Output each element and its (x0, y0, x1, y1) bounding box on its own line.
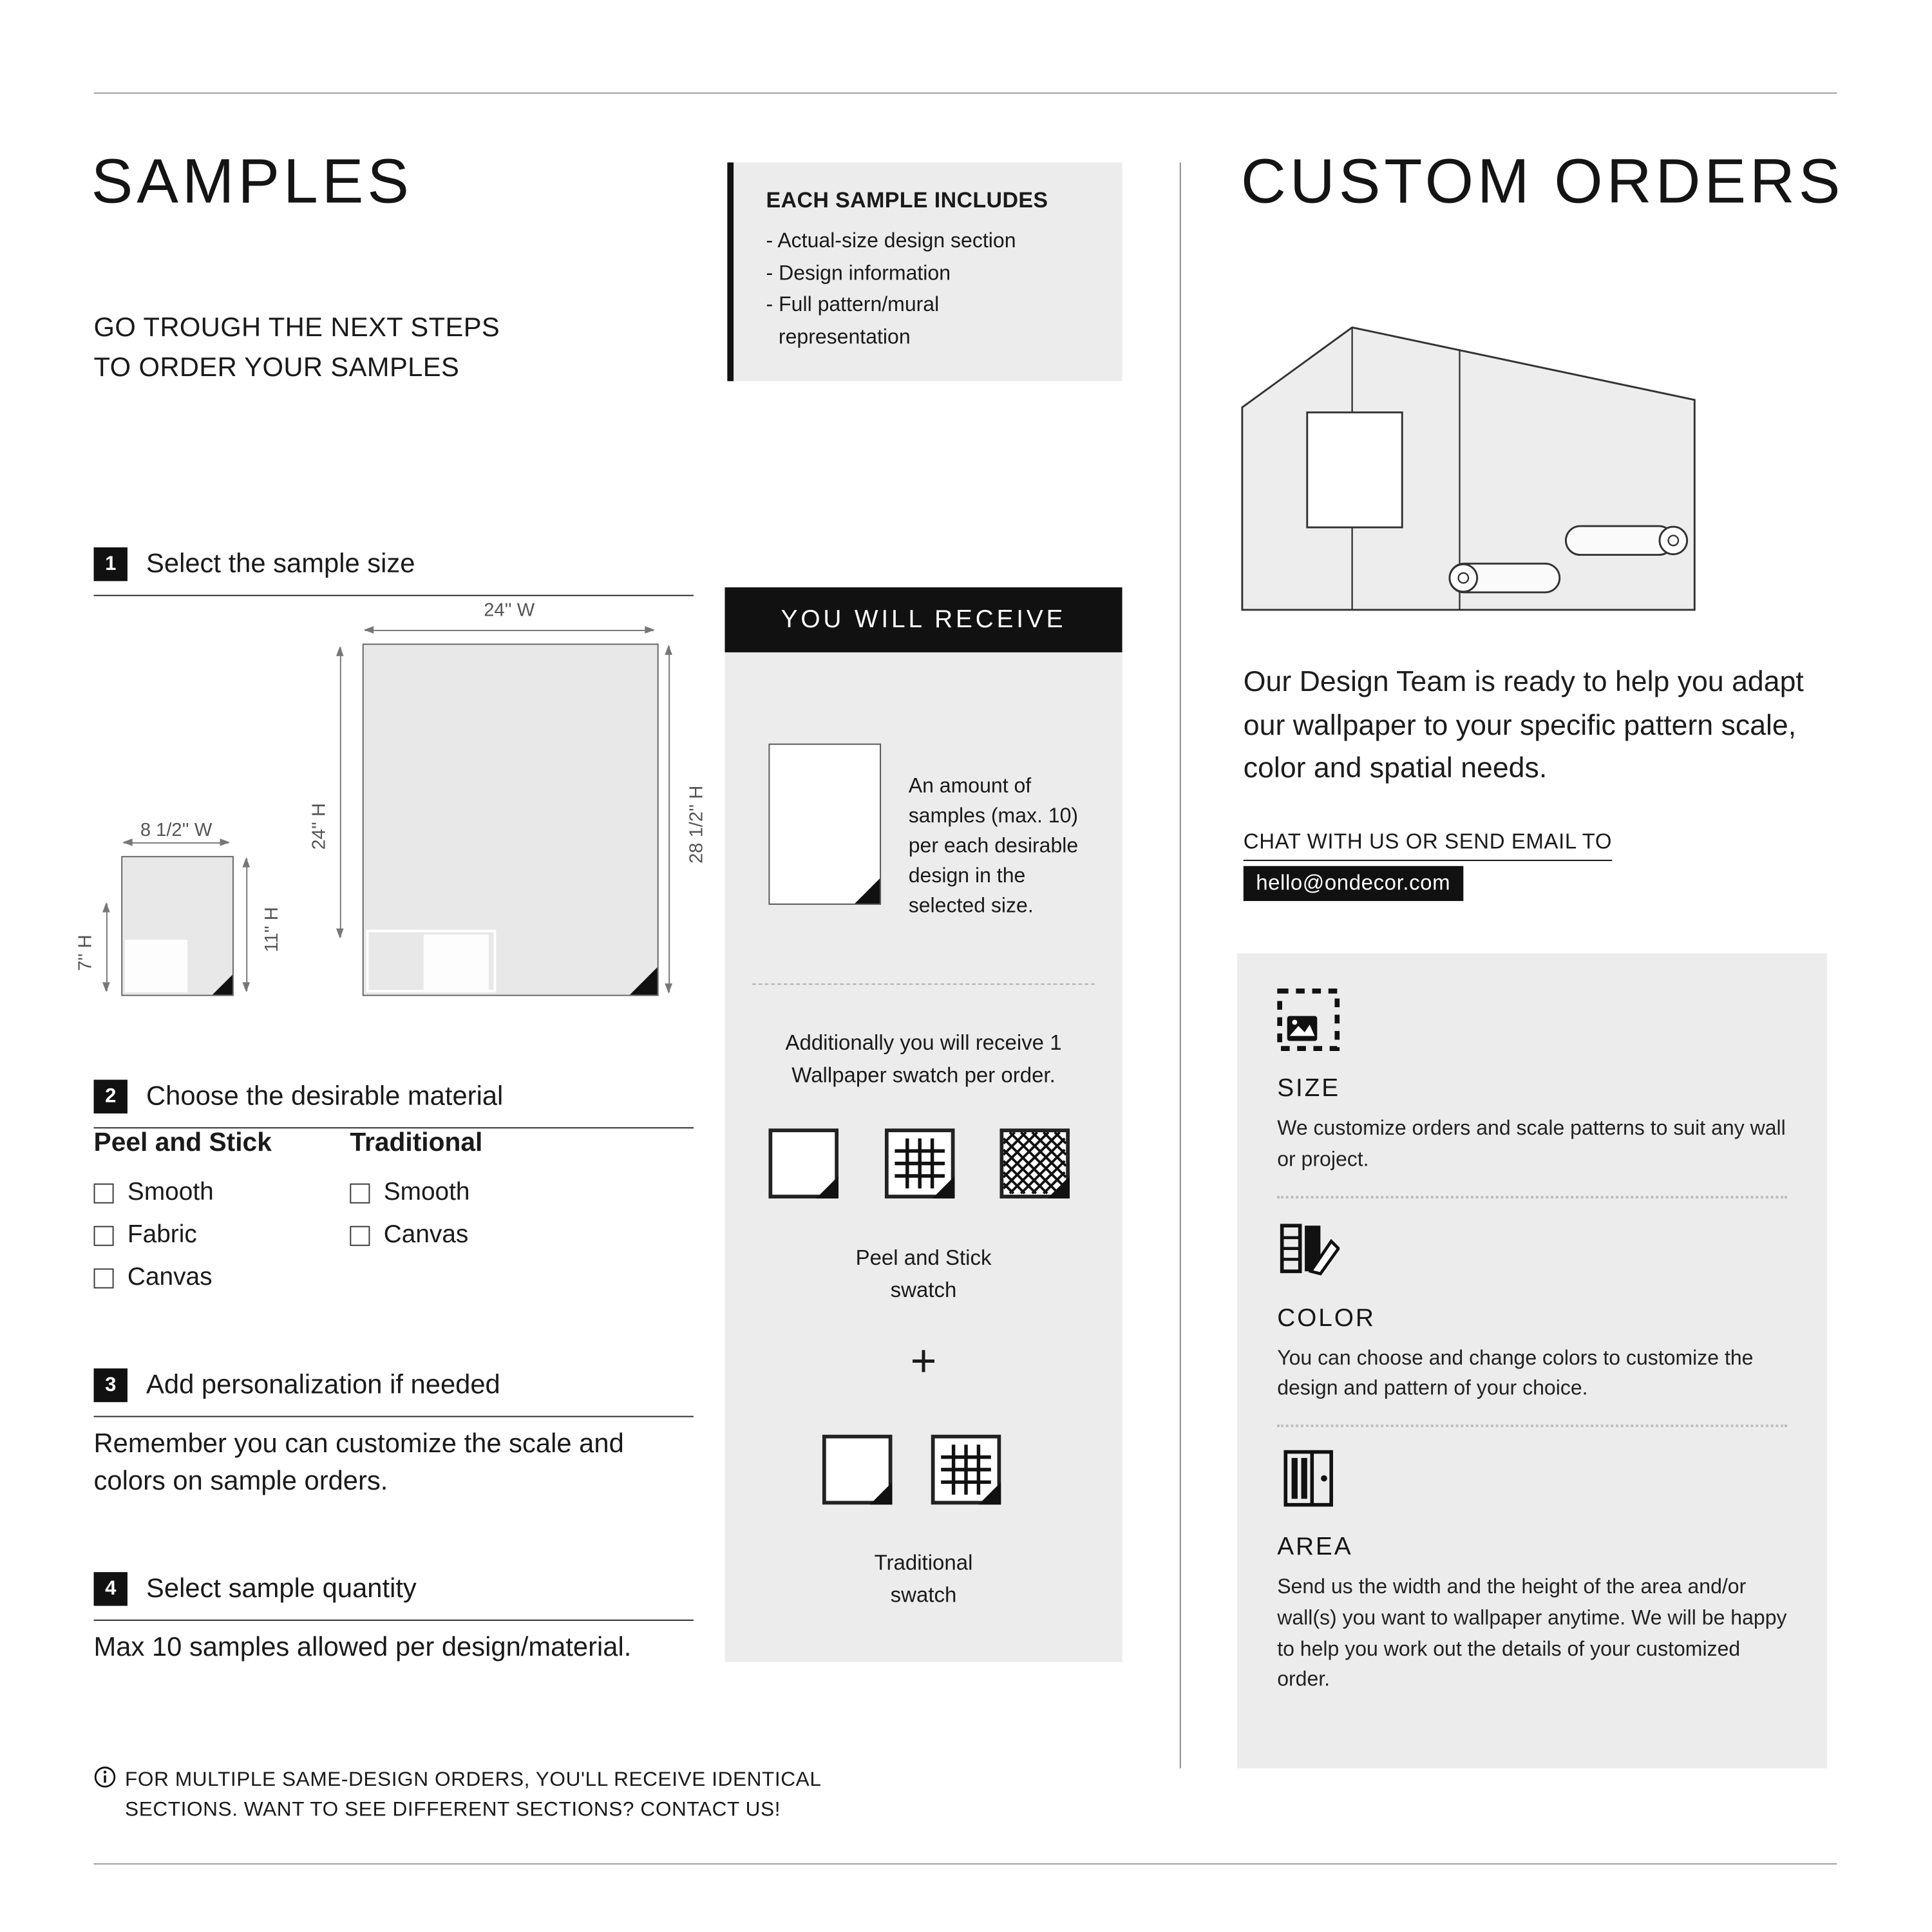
feature-size-text: We customize orders and scale patterns to suit any wall or project. (1277, 1117, 1786, 1171)
material-option-label: Smooth (383, 1178, 470, 1206)
footnote-text: FOR MULTIPLE SAME-DESIGN ORDERS, YOU'LL RECEIVE IDENTICAL SECTIONS. WANT TO SEE DIFFERENT SECTIONS? CONTACT US! (125, 1768, 821, 1822)
feature-area-text: Send us the width and the height of the area and/or wall(s) you want to wallpaper anytime. We will be happy to help you work out the details of your customized order. (1277, 1575, 1787, 1691)
email-badge[interactable]: hello@ondecor.com (1244, 866, 1463, 901)
feature-color (1277, 1218, 1787, 1405)
feature-color-title: COLOR (1277, 1303, 1376, 1332)
feature-color-text: You can choose and change colors to customize the design and pattern of your choice. (1277, 1346, 1754, 1400)
step-4-description: Max 10 samples allowed per design/material. (93, 1632, 632, 1662)
intro-line-1: GO TROUGH THE NEXT STEPS (93, 312, 500, 343)
material-option-canvas (350, 1221, 482, 1250)
material-option-smooth (94, 1179, 272, 1208)
step-3-header (94, 1368, 694, 1417)
large-sample-rect (363, 643, 659, 996)
checkbox-icon[interactable] (94, 1226, 114, 1245)
material-group-title: Traditional (350, 1128, 483, 1157)
dim-line-large-height-left (340, 647, 341, 937)
material-group-peel-and-stick (94, 1128, 272, 1306)
custom-orders-title: CUSTOM ORDERS (1240, 146, 1844, 216)
folded-corner-icon (213, 975, 232, 995)
step-1-header (94, 547, 694, 596)
folded-corner-icon (630, 967, 658, 995)
step-1-number-badge: 1 (94, 547, 128, 581)
checkbox-icon[interactable] (94, 1183, 114, 1203)
material-option-label: Canvas (127, 1263, 213, 1291)
includes-title: EACH SAMPLE INCLUDES (766, 187, 1048, 213)
dim-label-large-height-left: 24'' H (308, 802, 330, 850)
dim-line-small-width (124, 842, 229, 844)
samples-amount-text: An amount of samples (max. 10) per each desirable design in the selected size. (908, 775, 1079, 917)
material-option-label: Canvas (383, 1220, 469, 1249)
includes-item: - Design information (766, 261, 951, 285)
small-sample-rect (121, 856, 234, 996)
area-wall-icon (1277, 1447, 1787, 1516)
step-2-number-badge: 2 (94, 1080, 128, 1113)
feature-area-title: AREA (1277, 1533, 1353, 1561)
samples-title: SAMPLES (91, 146, 413, 216)
samples-intro (94, 307, 500, 388)
grid-swatch-icon (931, 1435, 1001, 1505)
dim-line-small-height-right (246, 858, 247, 991)
step-4-label: Select sample quantity (146, 1573, 417, 1604)
dotted-divider (1277, 1425, 1787, 1427)
dim-label-large-height-right: 28 1/2'' H (686, 785, 708, 864)
peel-swatch-label: Peel and Stick swatch (855, 1245, 992, 1302)
plus-sign: + (910, 1334, 937, 1387)
intro-line-2: TO ORDER YOUR SAMPLES (93, 352, 460, 383)
material-group-title: Peel and Stick (93, 1128, 272, 1157)
includes-item: - Full pattern/mural representation (766, 294, 940, 348)
step-4-header (94, 1572, 694, 1621)
sample-page-icon (768, 744, 881, 905)
dim-line-small-height-left (106, 904, 108, 991)
material-option-label: Smooth (127, 1178, 214, 1206)
folded-corner-icon (855, 878, 880, 904)
dim-label-small-width: 8 1/2'' W (140, 819, 213, 841)
dotted-divider (1277, 1195, 1787, 1198)
top-rule (94, 93, 1837, 94)
additional-swatch-text: Additionally you will receive 1 Wallpaper swatch per order. (785, 1030, 1062, 1087)
crosshatch-swatch-icon (999, 1128, 1070, 1198)
color-swatches-icon (1277, 1218, 1787, 1287)
size-icon (1277, 989, 1787, 1057)
feature-size-title: SIZE (1277, 1074, 1341, 1103)
step-3-description: Remember you can customize the scale and colors on sample orders. (93, 1428, 624, 1496)
receive-panel-header: YOU WILL RECEIVE (724, 587, 1122, 652)
wall-wallpaper-illustration (1237, 323, 1702, 625)
bottom-rule (94, 1863, 1837, 1864)
dim-line-large-height-right (668, 646, 670, 992)
step-3-label: Add personalization if needed (146, 1369, 500, 1400)
step-2-label: Choose the desirable material (146, 1081, 504, 1112)
dashed-divider (752, 983, 1095, 985)
you-will-receive-panel (724, 587, 1122, 1662)
step-4-number-badge: 4 (94, 1572, 128, 1605)
info-icon (94, 1766, 117, 1788)
traditional-swatch-label: Traditional swatch (874, 1551, 973, 1607)
step-3-number-badge: 3 (94, 1368, 128, 1402)
column-divider (1180, 162, 1181, 1768)
dim-label-small-height-left: 7'' H (75, 934, 97, 971)
dim-label-large-width: 24'' W (484, 600, 535, 621)
step-2-header (94, 1080, 694, 1129)
large-sample-inner-fill (424, 934, 489, 992)
grid-swatch-icon (885, 1128, 955, 1198)
chat-label: CHAT WITH US OR SEND EMAIL TO (1244, 829, 1612, 861)
material-group-traditional (350, 1128, 482, 1264)
checkbox-icon[interactable] (350, 1226, 370, 1245)
material-option-label: Fabric (127, 1220, 197, 1249)
plain-swatch-icon (768, 1128, 838, 1198)
checkbox-icon[interactable] (350, 1183, 370, 1203)
dim-line-large-width (365, 630, 654, 631)
small-sample-inner-fill (125, 940, 187, 992)
plain-swatch-icon (822, 1435, 893, 1505)
dim-label-small-height-right: 11'' H (261, 907, 283, 952)
custom-orders-panel (1237, 954, 1827, 1768)
custom-orders-intro: Our Design Team is ready to help you adapt our wallpaper to your specific pattern scale, color and spatial needs. (1243, 665, 1804, 784)
feature-size (1277, 989, 1787, 1175)
material-option-canvas (94, 1264, 272, 1293)
feature-area (1277, 1447, 1787, 1696)
checkbox-icon[interactable] (94, 1268, 114, 1288)
includes-box (727, 162, 1122, 381)
step-1-label: Select the sample size (146, 548, 415, 579)
includes-item: - Actual-size design section (766, 230, 1016, 252)
material-option-fabric (94, 1221, 272, 1250)
material-option-smooth (350, 1179, 482, 1208)
